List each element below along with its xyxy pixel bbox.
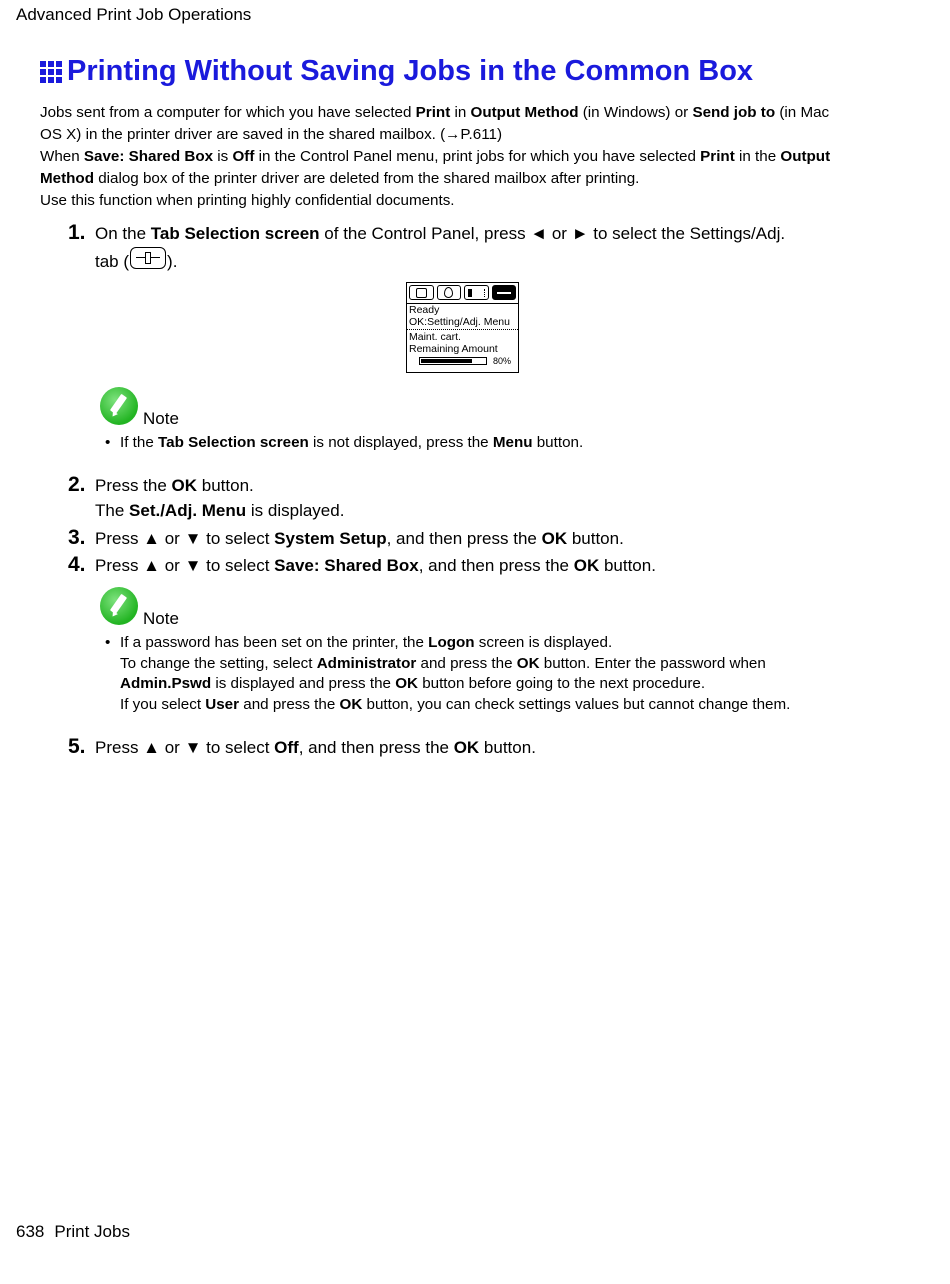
- footer-section: Print Jobs: [54, 1222, 130, 1241]
- step-2: 2. Press the OK button.: [68, 473, 254, 496]
- running-header: Advanced Print Job Operations: [16, 5, 252, 24]
- page-title: [40, 55, 753, 88]
- step-5: 5. Press ▲ or ▼ to select Off, and then press the OK button.: [68, 735, 536, 758]
- lcd-remaining-label: Remaining Amount: [409, 343, 498, 355]
- note-2-text: • If a password has been set on the printer, the Logon screen is displayed. To change the setting, select Administrator and press the OK button. Enter the password when Admin.Pswd is displayed and press the OK button before going to the next procedure. If you select User and press the OK button, you can check settings values but cannot change them.: [105, 634, 791, 713]
- note-2: [100, 587, 840, 715]
- step-3: 3. Press ▲ or ▼ to select System Setup, and then press the OK button.: [68, 526, 624, 549]
- note-label: Note: [143, 609, 179, 628]
- intro-paragraph-1: Jobs sent from a computer for which you have selected Print in Output Method (in Windows) or Send job to (in Mac OS X) in the printer driver are saved in the shared mailbox. (→P.611): [40, 104, 830, 143]
- paper-tab-icon: [409, 285, 434, 300]
- job-tab-icon: [464, 285, 489, 300]
- step-1-continued: tab ( ).: [95, 247, 177, 275]
- note-1-text: • If the Tab Selection screen is not displayed, press the Menu button.: [105, 434, 584, 451]
- intro-paragraph-2: When Save: Shared Box is Off in the Control Panel menu, print jobs for which you have selected Print in the Output Method dialog box of the printer driver are deleted from the shared mailbox after printing.: [40, 148, 831, 187]
- remaining-amount-bar: [419, 357, 487, 365]
- control-panel-lcd: [406, 282, 519, 373]
- intro-text: [40, 102, 840, 212]
- note-pencil-icon: [100, 387, 138, 425]
- grid-icon: [40, 61, 62, 83]
- step-1: 1. On the Tab Selection screen of the Control Panel, press ◄ or ► to select the Settings/Adj.: [68, 221, 786, 244]
- lcd-maint-label: Maint. cart.: [409, 331, 461, 343]
- step-4: 4. Press ▲ or ▼ to select Save: Shared Box, and then press the OK button.: [68, 553, 656, 576]
- lcd-hint: OK:Setting/Adj. Menu: [409, 316, 510, 328]
- page-number: 638: [16, 1222, 45, 1241]
- title-text: Printing Without Saving Jobs in the Common Box: [67, 55, 754, 87]
- remaining-percent: 80%: [493, 356, 512, 366]
- intro-paragraph-3: Use this function when printing highly confidential documents.: [40, 192, 455, 209]
- page-footer: [16, 1222, 130, 1242]
- settings-adj-tab-icon: [130, 247, 166, 269]
- lcd-tab-bar: [407, 283, 518, 304]
- remaining-amount-fill: [421, 359, 472, 363]
- settings-tab-icon: [492, 285, 517, 300]
- step-number: 1.: [68, 221, 86, 244]
- lcd-status: Ready: [409, 304, 440, 316]
- ink-tab-icon: [437, 285, 462, 300]
- step-2-result: The Set./Adj. Menu is displayed.: [95, 501, 345, 520]
- note-1: [100, 387, 840, 454]
- note-label: Note: [143, 409, 179, 428]
- note-pencil-icon: [100, 587, 138, 625]
